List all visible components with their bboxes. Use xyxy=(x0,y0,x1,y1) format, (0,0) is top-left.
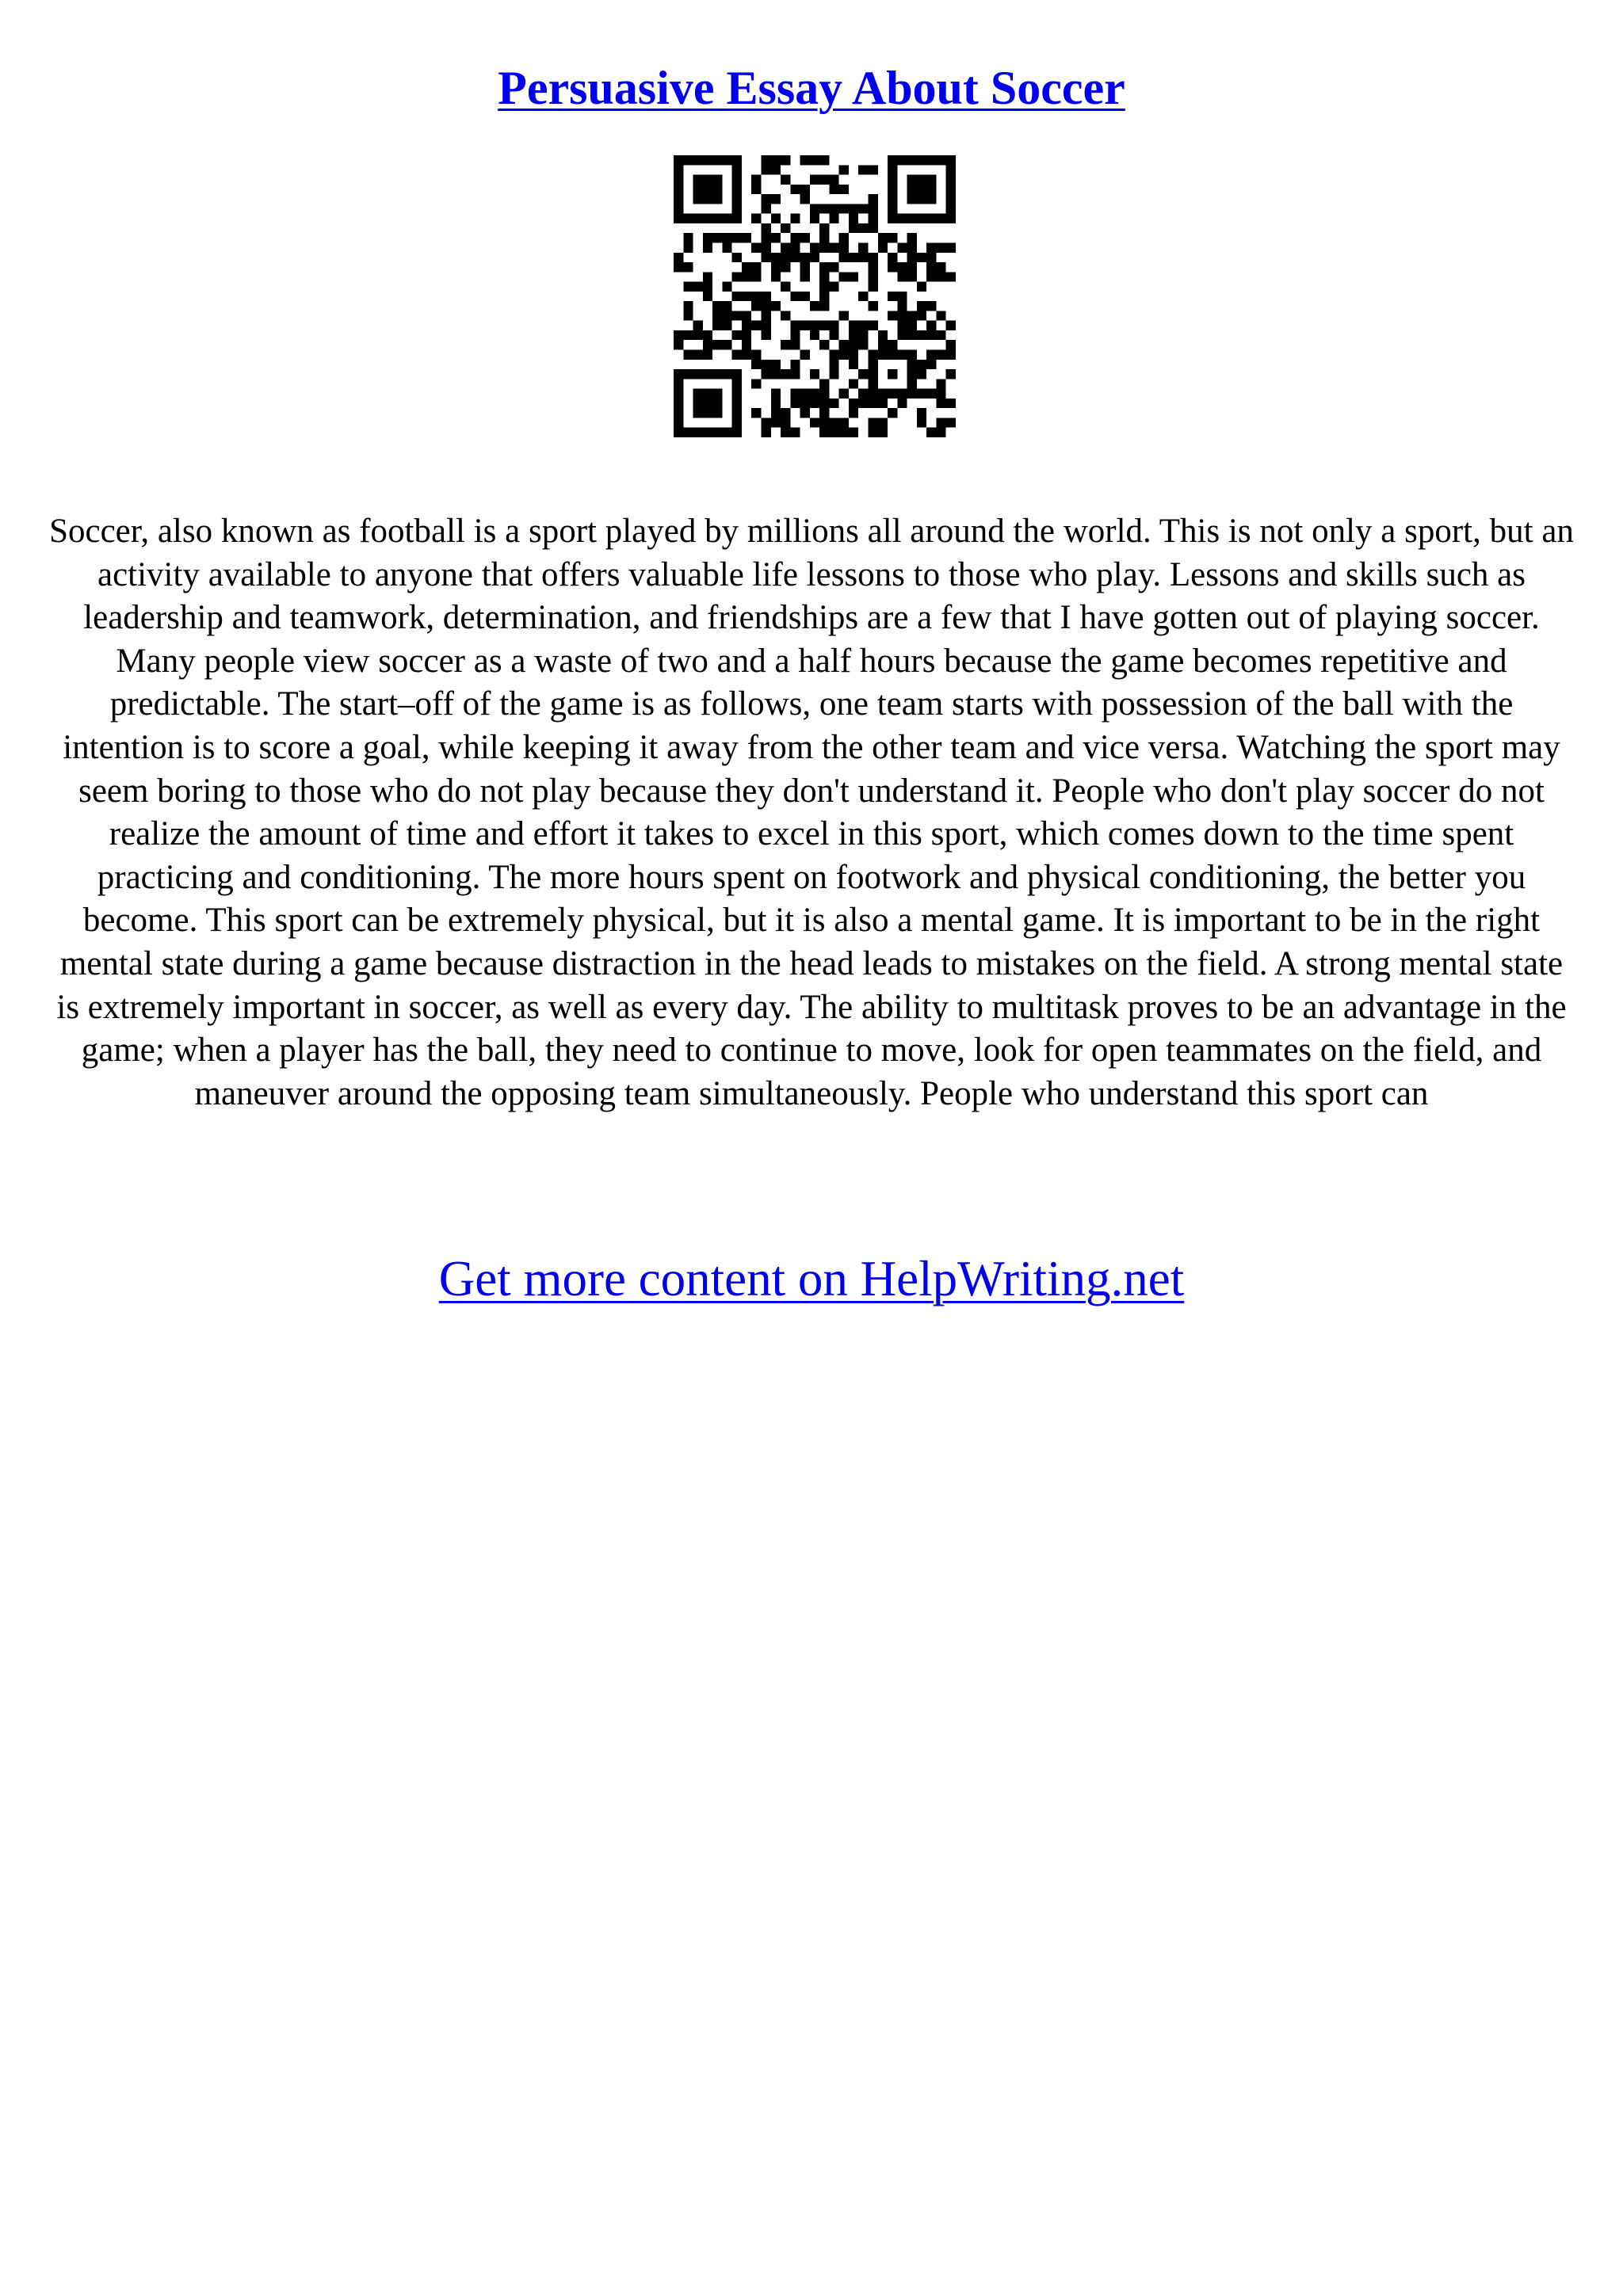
document-title-link[interactable]: Persuasive Essay About Soccer xyxy=(498,62,1125,114)
qr-code-svg xyxy=(674,155,956,437)
get-more-content-link[interactable]: Get more content on HelpWriting.net xyxy=(438,1251,1185,1306)
qr-code-image xyxy=(674,155,956,437)
essay-body-text: Soccer, also known as football is a sport played by millions all around the world. This is not only a sport, but an activity available to anyone that offers valuable life lessons to those who play. Lessons and skills such as leadership and teamwork, determination, and friendships are a few that I have gotten out of playing soccer. Many people view soccer as a waste of two and a half hours because the game becomes repetitive and predictable. The start–off of the game is as follows, one team starts with possession of the ball with the intention is to score a goal, while keeping it away from the other team and vice versa. Watching the sport may seem boring to those who do not play because they don't understand it. People who don't play soccer do not realize the amount of time and effort it takes to excel in this sport, which comes down to the time spent practicing and conditioning. The more hours spent on footwork and physical conditioning, the better you become. This sport can be extremely physical, but it is also a mental game. It is important to be in the right mental state during a game because distraction in the head leads to mistakes on the field. A strong mental state is extremely important in soccer, as well as every day. The ability to multitask proves to be an advantage in the game; when a player has the ball, they need to continue to move, look for open teammates on the field, and maneuver around the opposing team simultaneously. People who understand this sport can xyxy=(49,513,1574,1112)
